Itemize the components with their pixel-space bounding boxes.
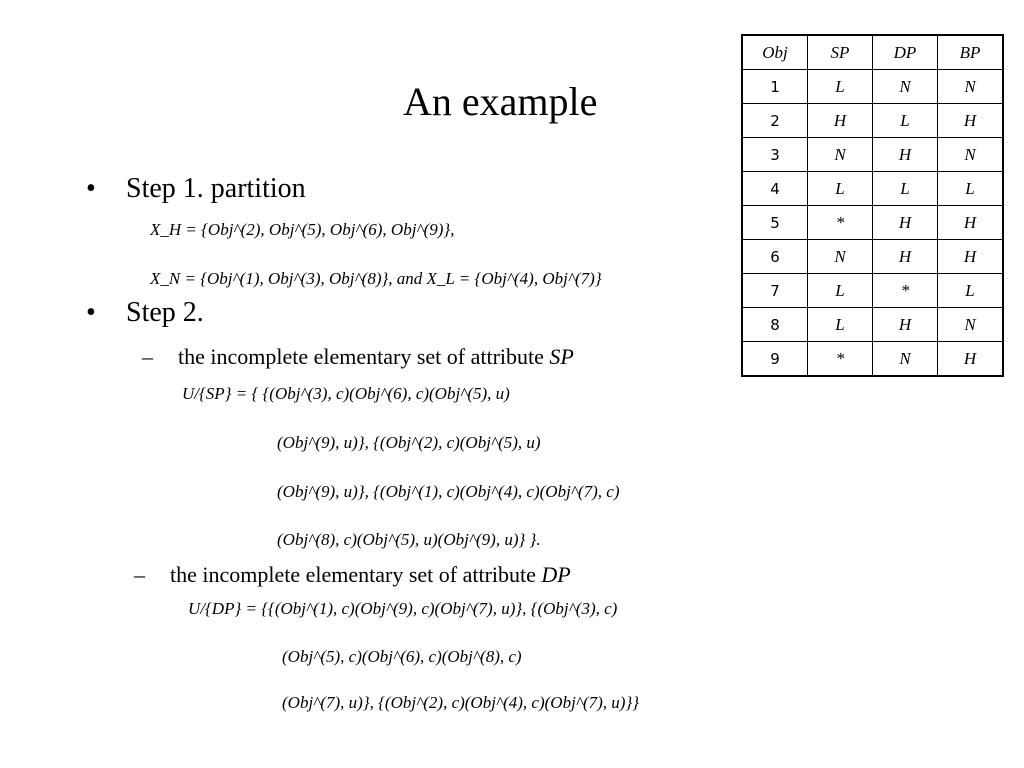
sub-item-dp: [134, 561, 571, 589]
dp-attr: DP: [541, 562, 571, 587]
step2-label: Step 2.: [126, 297, 204, 328]
cell-bp: H: [938, 206, 1004, 240]
formula-xn-xl: X_N = {Obj^(1), Obj^(3), Obj^(8)}, and X_L = {Obj^(4), Obj^(7)}: [150, 269, 602, 288]
bullet-dot: •: [86, 297, 96, 328]
cell-bp: L: [938, 172, 1004, 206]
cell-dp: H: [873, 138, 938, 172]
table-row: [742, 274, 1003, 308]
header-sp: SP: [808, 35, 873, 70]
dash: –: [134, 562, 145, 587]
cell-dp: L: [873, 104, 938, 138]
table-row: [742, 138, 1003, 172]
cell-sp: N: [808, 240, 873, 274]
cell-dp: H: [873, 308, 938, 342]
cell-obj: 4: [742, 172, 808, 206]
cell-bp: L: [938, 274, 1004, 308]
cell-dp: N: [873, 70, 938, 104]
formula-sp-line1: U/{SP} = { {(Obj^(3), c)(Obj^(6), c)(Obj^(5), u): [182, 384, 510, 403]
formula-sp-line4: (Obj^(8), c)(Obj^(5), u)(Obj^(9), u)} }.: [277, 530, 541, 549]
bullet-dot: •: [86, 173, 96, 204]
table-header-row: [742, 35, 1003, 70]
header-obj: Obj: [742, 35, 808, 70]
cell-dp: H: [873, 206, 938, 240]
cell-sp: *: [808, 342, 873, 377]
cell-sp: H: [808, 104, 873, 138]
cell-bp: N: [938, 70, 1004, 104]
table-row: [742, 172, 1003, 206]
cell-obj: 1: [742, 70, 808, 104]
header-dp: DP: [873, 35, 938, 70]
dash: –: [142, 344, 153, 369]
step1-label: Step 1. partition: [126, 173, 306, 204]
table-row: [742, 104, 1003, 138]
cell-bp: H: [938, 342, 1004, 377]
formula-sp-line3: (Obj^(9), u)}, {(Obj^(1), c)(Obj^(4), c)(Obj^(7), c): [277, 482, 620, 501]
cell-bp: H: [938, 104, 1004, 138]
table-row: [742, 206, 1003, 240]
header-bp: BP: [938, 35, 1004, 70]
cell-sp: N: [808, 138, 873, 172]
sp-attr: SP: [549, 344, 574, 369]
cell-obj: 7: [742, 274, 808, 308]
cell-dp: L: [873, 172, 938, 206]
cell-obj: 9: [742, 342, 808, 377]
cell-sp: L: [808, 70, 873, 104]
object-attribute-table: [741, 34, 1004, 377]
table-row: [742, 342, 1003, 377]
table-row: [742, 70, 1003, 104]
bullet-step1: [86, 172, 306, 206]
cell-bp: H: [938, 240, 1004, 274]
cell-sp: L: [808, 172, 873, 206]
cell-dp: N: [873, 342, 938, 377]
cell-bp: N: [938, 138, 1004, 172]
dp-text: the incomplete elementary set of attribute: [170, 562, 542, 587]
table-row: [742, 240, 1003, 274]
formula-xh: X_H = {Obj^(2), Obj^(5), Obj^(6), Obj^(9)},: [150, 220, 455, 239]
sp-text: the incomplete elementary set of attribute: [178, 344, 550, 369]
cell-bp: N: [938, 308, 1004, 342]
formula-dp-line2: (Obj^(5), c)(Obj^(6), c)(Obj^(8), c): [282, 647, 522, 666]
cell-obj: 6: [742, 240, 808, 274]
cell-obj: 8: [742, 308, 808, 342]
formula-sp-line2: (Obj^(9), u)}, {(Obj^(2), c)(Obj^(5), u): [277, 433, 541, 452]
cell-obj: 2: [742, 104, 808, 138]
cell-dp: H: [873, 240, 938, 274]
formula-dp-line1: U/{DP} = {{(Obj^(1), c)(Obj^(9), c)(Obj^(7), u)}, {(Obj^(3), c): [188, 599, 618, 618]
cell-obj: 3: [742, 138, 808, 172]
cell-sp: L: [808, 274, 873, 308]
formula-dp-line3: (Obj^(7), u)}, {(Obj^(2), c)(Obj^(4), c)(Obj^(7), u)}}: [282, 693, 640, 712]
bullet-step2: [86, 296, 204, 330]
cell-sp: *: [808, 206, 873, 240]
slide-title: An example: [403, 79, 598, 124]
sub-item-sp: [142, 343, 574, 371]
cell-obj: 5: [742, 206, 808, 240]
table-row: [742, 308, 1003, 342]
cell-sp: L: [808, 308, 873, 342]
cell-dp: *: [873, 274, 938, 308]
